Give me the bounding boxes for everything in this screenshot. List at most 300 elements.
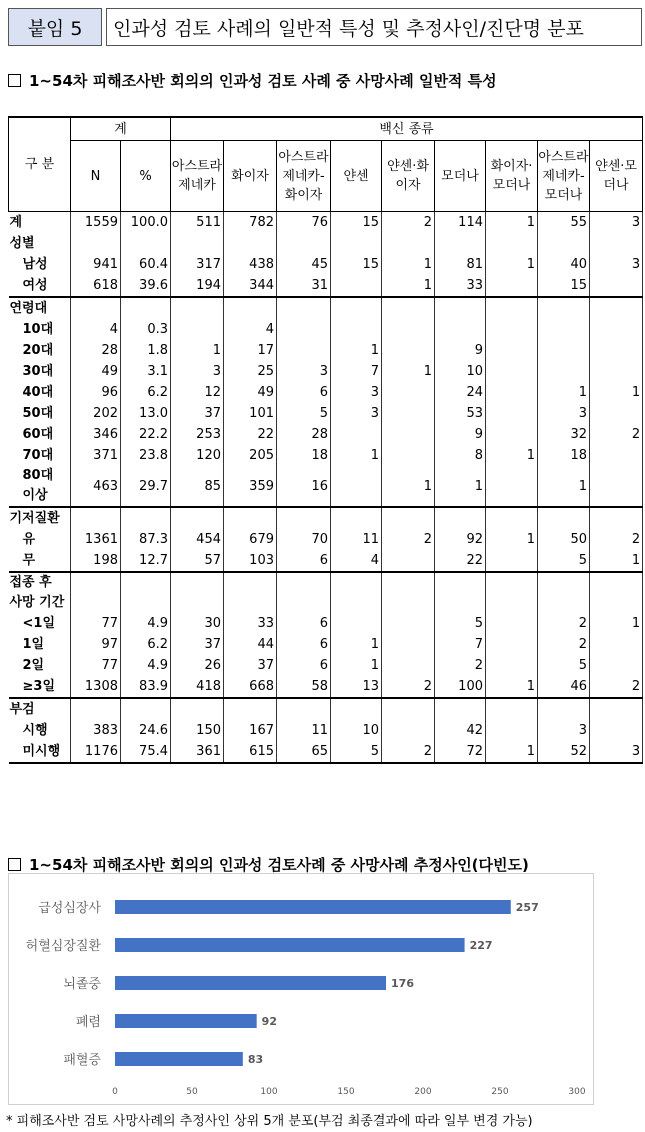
table-cell: 615 bbox=[224, 741, 277, 763]
table-cell: 1361 bbox=[71, 529, 121, 550]
x-tick-label: 200 bbox=[414, 1087, 432, 1097]
table-cell bbox=[171, 233, 224, 254]
table-cell bbox=[590, 507, 643, 529]
checkbox-square-icon bbox=[8, 858, 21, 871]
row-label: 남성 bbox=[9, 254, 71, 275]
table-cell bbox=[331, 319, 382, 340]
table-cell: 18 bbox=[277, 445, 331, 466]
table-cell bbox=[590, 340, 643, 361]
table-cell: 2 bbox=[382, 529, 435, 550]
table-cell: 1 bbox=[486, 741, 538, 763]
table-cell: 9 bbox=[435, 340, 486, 361]
x-tick-label: 150 bbox=[337, 1087, 355, 1097]
row-label: <1일 bbox=[9, 613, 71, 634]
table-row bbox=[9, 507, 643, 529]
table-cell: 25 bbox=[224, 361, 277, 382]
bar bbox=[115, 900, 511, 914]
table-cell: 52 bbox=[538, 741, 590, 763]
table-cell: 418 bbox=[171, 676, 224, 698]
table-row bbox=[9, 634, 643, 655]
table-cell bbox=[331, 233, 382, 254]
table-cell: 1 bbox=[382, 275, 435, 297]
table-cell: 383 bbox=[71, 720, 121, 741]
table-cell: 2 bbox=[382, 212, 435, 234]
category-label: 패혈증 bbox=[63, 1053, 101, 1068]
table-cell: 2 bbox=[590, 424, 643, 445]
table-cell bbox=[435, 297, 486, 319]
row-label: 80대 이상 bbox=[9, 466, 71, 507]
table-cell: 202 bbox=[71, 403, 121, 424]
table-cell: 454 bbox=[171, 529, 224, 550]
table-row bbox=[9, 254, 643, 275]
table-cell bbox=[435, 319, 486, 340]
table-cell: 1 bbox=[331, 655, 382, 676]
table-cell bbox=[590, 275, 643, 297]
row-label: 부검 bbox=[9, 698, 71, 720]
row-label: 1일 bbox=[9, 634, 71, 655]
category-header: 구 분 bbox=[9, 117, 71, 212]
table-cell bbox=[486, 720, 538, 741]
vaccine-header: 얀센 bbox=[331, 141, 382, 212]
table-cell: 1 bbox=[486, 676, 538, 698]
table-cell: 6 bbox=[277, 613, 331, 634]
table-cell: 23.8 bbox=[121, 445, 171, 466]
table-cell bbox=[277, 572, 331, 613]
bar bbox=[115, 938, 465, 952]
table-cell: 77 bbox=[71, 613, 121, 634]
table-cell bbox=[486, 698, 538, 720]
row-label: 20대 bbox=[9, 340, 71, 361]
table-row bbox=[9, 572, 643, 613]
table-cell: 85 bbox=[171, 466, 224, 507]
vaccine-header: 아스트라제네카-모더나 bbox=[538, 141, 590, 212]
table-cell: 37 bbox=[171, 403, 224, 424]
table-cell: 344 bbox=[224, 275, 277, 297]
bar bbox=[115, 976, 386, 990]
total-group-header: 계 bbox=[71, 117, 171, 141]
table-cell bbox=[486, 382, 538, 403]
table-cell: 44 bbox=[224, 634, 277, 655]
table-cell bbox=[486, 403, 538, 424]
table-cell: 1.8 bbox=[121, 340, 171, 361]
table-cell bbox=[590, 233, 643, 254]
table-cell: 618 bbox=[71, 275, 121, 297]
table-cell: 76 bbox=[277, 212, 331, 234]
table-cell bbox=[590, 655, 643, 676]
table-cell bbox=[224, 572, 277, 613]
table-cell: 32 bbox=[538, 424, 590, 445]
table-cell: 1 bbox=[382, 466, 435, 507]
table-cell bbox=[538, 507, 590, 529]
table-cell: 87.3 bbox=[121, 529, 171, 550]
col-pct-header: % bbox=[121, 141, 171, 212]
table-cell: 97 bbox=[71, 634, 121, 655]
table-cell: 5 bbox=[435, 613, 486, 634]
table-cell bbox=[538, 319, 590, 340]
table-cell: 5 bbox=[331, 741, 382, 763]
table-cell: 167 bbox=[224, 720, 277, 741]
vaccine-header: 화이자·모더나 bbox=[486, 141, 538, 212]
table-cell: 60.4 bbox=[121, 254, 171, 275]
table-cell bbox=[171, 297, 224, 319]
table-cell bbox=[121, 297, 171, 319]
table-cell: 1 bbox=[486, 445, 538, 466]
table-row bbox=[9, 741, 643, 763]
table-cell bbox=[538, 297, 590, 319]
table-cell: 50 bbox=[538, 529, 590, 550]
section2-title bbox=[8, 854, 529, 875]
table-cell: 253 bbox=[171, 424, 224, 445]
table-cell: 58 bbox=[277, 676, 331, 698]
table-cell: 120 bbox=[171, 445, 224, 466]
table-cell: 359 bbox=[224, 466, 277, 507]
table-cell bbox=[382, 382, 435, 403]
row-label: 유 bbox=[9, 529, 71, 550]
table-cell: 1 bbox=[382, 361, 435, 382]
table-cell: 0.3 bbox=[121, 319, 171, 340]
table-cell: 70 bbox=[277, 529, 331, 550]
table-cell bbox=[590, 445, 643, 466]
x-tick-label: 250 bbox=[491, 1087, 509, 1097]
table-cell: 65 bbox=[277, 741, 331, 763]
table-cell: 6 bbox=[277, 634, 331, 655]
table-cell bbox=[224, 297, 277, 319]
table-cell bbox=[71, 233, 121, 254]
table-row bbox=[9, 212, 643, 234]
vaccine-header: 아스트라제네카-화이자 bbox=[277, 141, 331, 212]
table-cell: 37 bbox=[224, 655, 277, 676]
table-row bbox=[9, 382, 643, 403]
table-cell: 1 bbox=[435, 466, 486, 507]
table-cell: 3 bbox=[590, 254, 643, 275]
x-tick-label: 50 bbox=[186, 1087, 198, 1097]
table-cell: 2 bbox=[538, 613, 590, 634]
table-cell: 1 bbox=[331, 340, 382, 361]
table-cell: 10 bbox=[331, 720, 382, 741]
table-cell bbox=[538, 340, 590, 361]
table-cell: 18 bbox=[538, 445, 590, 466]
row-label: 여성 bbox=[9, 275, 71, 297]
table-cell: 3 bbox=[538, 720, 590, 741]
table-cell bbox=[382, 233, 435, 254]
table-cell: 941 bbox=[71, 254, 121, 275]
table-cell: 1308 bbox=[71, 676, 121, 698]
table-cell bbox=[382, 297, 435, 319]
table-cell: 9 bbox=[435, 424, 486, 445]
table-row bbox=[9, 275, 643, 297]
table-cell bbox=[435, 233, 486, 254]
table-cell: 29.7 bbox=[121, 466, 171, 507]
table-cell bbox=[590, 319, 643, 340]
table-cell bbox=[277, 698, 331, 720]
bar bbox=[115, 1014, 257, 1028]
table-cell bbox=[331, 275, 382, 297]
table-cell bbox=[382, 403, 435, 424]
table-cell bbox=[435, 698, 486, 720]
data-label: 257 bbox=[515, 901, 539, 914]
bar-chart-svg bbox=[9, 874, 593, 1104]
table-cell: 96 bbox=[71, 382, 121, 403]
table-row bbox=[9, 529, 643, 550]
table-cell bbox=[382, 572, 435, 613]
table-cell: 1 bbox=[331, 634, 382, 655]
table-cell: 3 bbox=[590, 741, 643, 763]
table-cell: 81 bbox=[435, 254, 486, 275]
table-cell bbox=[121, 233, 171, 254]
vaccine-header: 얀센·화이자 bbox=[382, 141, 435, 212]
cause-of-death-chart bbox=[8, 873, 594, 1105]
table-cell: 1 bbox=[486, 212, 538, 234]
section2-title-text: 1~54차 피해조사반 회의의 인과성 검토사례 중 사망사례 추정사인(다빈도) bbox=[29, 856, 529, 874]
category-label: 급성심장사 bbox=[38, 901, 101, 916]
table-cell: 317 bbox=[171, 254, 224, 275]
table-cell: 37 bbox=[171, 634, 224, 655]
table-cell bbox=[277, 507, 331, 529]
row-label: 60대 bbox=[9, 424, 71, 445]
table-cell bbox=[486, 361, 538, 382]
table-row bbox=[9, 319, 643, 340]
table-cell: 7 bbox=[331, 361, 382, 382]
table-cell: 346 bbox=[71, 424, 121, 445]
table-row bbox=[9, 676, 643, 698]
characteristics-table bbox=[8, 116, 643, 764]
row-label: 성별 bbox=[9, 233, 71, 254]
table-row bbox=[9, 445, 643, 466]
table-cell bbox=[171, 319, 224, 340]
table-cell bbox=[382, 613, 435, 634]
table-cell: 13 bbox=[331, 676, 382, 698]
table-cell: 6.2 bbox=[121, 634, 171, 655]
table-cell: 2 bbox=[382, 741, 435, 763]
table-cell bbox=[590, 361, 643, 382]
row-label: 접종 후 사망 기간 bbox=[9, 572, 71, 613]
table-cell: 3 bbox=[538, 403, 590, 424]
section1-title-text: 1~54차 피해조사반 회의의 인과성 검토 사례 중 사망사례 일반적 특성 bbox=[29, 72, 497, 90]
table-cell: 10 bbox=[435, 361, 486, 382]
table-cell bbox=[486, 340, 538, 361]
table-cell bbox=[224, 507, 277, 529]
table-cell bbox=[277, 233, 331, 254]
table-cell bbox=[435, 572, 486, 613]
table-cell bbox=[382, 340, 435, 361]
table-cell bbox=[121, 572, 171, 613]
row-label: 10대 bbox=[9, 319, 71, 340]
table-cell: 1 bbox=[382, 254, 435, 275]
table-cell bbox=[224, 698, 277, 720]
table-cell: 57 bbox=[171, 550, 224, 572]
table-cell: 15 bbox=[538, 275, 590, 297]
table-cell: 4 bbox=[224, 319, 277, 340]
table-cell bbox=[171, 698, 224, 720]
table-cell: 12 bbox=[171, 382, 224, 403]
table-cell: 3 bbox=[171, 361, 224, 382]
table-cell bbox=[590, 720, 643, 741]
table-cell: 5 bbox=[538, 550, 590, 572]
attachment-badge: 붙임 5 bbox=[8, 8, 102, 46]
table-cell: 77 bbox=[71, 655, 121, 676]
table-cell: 15 bbox=[331, 254, 382, 275]
table-cell: 39.6 bbox=[121, 275, 171, 297]
table-cell bbox=[538, 698, 590, 720]
table-cell: 2 bbox=[590, 676, 643, 698]
vaccine-header: 얀센·모더나 bbox=[590, 141, 643, 212]
table-cell bbox=[486, 634, 538, 655]
table-cell bbox=[277, 340, 331, 361]
table-cell bbox=[486, 233, 538, 254]
table-cell: 75.4 bbox=[121, 741, 171, 763]
table-cell: 40 bbox=[538, 254, 590, 275]
checkbox-square-icon bbox=[8, 74, 21, 87]
table-row bbox=[9, 403, 643, 424]
table-cell: 3.1 bbox=[121, 361, 171, 382]
table-cell: 194 bbox=[171, 275, 224, 297]
table-cell: 13.0 bbox=[121, 403, 171, 424]
table-cell: 371 bbox=[71, 445, 121, 466]
row-label: 미시행 bbox=[9, 741, 71, 763]
table-cell bbox=[590, 466, 643, 507]
table-cell bbox=[590, 698, 643, 720]
row-label: 50대 bbox=[9, 403, 71, 424]
table-cell bbox=[590, 297, 643, 319]
table-cell bbox=[171, 572, 224, 613]
table-cell: 11 bbox=[331, 529, 382, 550]
vaccine-header: 아스트라제네카 bbox=[171, 141, 224, 212]
row-label: 70대 bbox=[9, 445, 71, 466]
table-cell bbox=[435, 507, 486, 529]
data-label: 83 bbox=[247, 1053, 264, 1066]
table-cell: 24 bbox=[435, 382, 486, 403]
table-cell: 8 bbox=[435, 445, 486, 466]
table-cell bbox=[121, 698, 171, 720]
table-cell: 1 bbox=[486, 254, 538, 275]
table-cell bbox=[382, 507, 435, 529]
table-cell bbox=[486, 507, 538, 529]
table-cell bbox=[71, 698, 121, 720]
row-label: 무 bbox=[9, 550, 71, 572]
table-cell bbox=[71, 507, 121, 529]
table-cell: 3 bbox=[331, 382, 382, 403]
category-label: 뇌졸중 bbox=[63, 977, 101, 992]
table-cell: 668 bbox=[224, 676, 277, 698]
table-cell bbox=[331, 466, 382, 507]
table-cell bbox=[538, 572, 590, 613]
table-cell: 15 bbox=[331, 212, 382, 234]
vaccine-header: 화이자 bbox=[224, 141, 277, 212]
table-cell: 3 bbox=[277, 361, 331, 382]
table-cell bbox=[486, 572, 538, 613]
table-cell: 1 bbox=[538, 466, 590, 507]
table-cell bbox=[171, 507, 224, 529]
page-title: 인과성 검토 사례의 일반적 특성 및 추정사인/진단명 분포 bbox=[106, 8, 642, 46]
table-cell: 6 bbox=[277, 655, 331, 676]
table-cell: 6 bbox=[277, 550, 331, 572]
header bbox=[8, 8, 642, 48]
table-cell bbox=[382, 634, 435, 655]
table-row bbox=[9, 613, 643, 634]
table-cell: 511 bbox=[171, 212, 224, 234]
row-label: 2일 bbox=[9, 655, 71, 676]
x-tick-label: 0 bbox=[112, 1087, 118, 1097]
table-cell bbox=[590, 634, 643, 655]
table-cell: 22 bbox=[435, 550, 486, 572]
row-label: 기저질환 bbox=[9, 507, 71, 529]
table-row bbox=[9, 297, 643, 319]
col-n-header: N bbox=[71, 141, 121, 212]
data-label: 176 bbox=[391, 977, 415, 990]
vaccine-group-header: 백신 종류 bbox=[171, 117, 643, 141]
table-cell: 782 bbox=[224, 212, 277, 234]
row-label: ≥3일 bbox=[9, 676, 71, 698]
table-cell: 1 bbox=[486, 529, 538, 550]
table-cell: 31 bbox=[277, 275, 331, 297]
table-row bbox=[9, 340, 643, 361]
row-label: 40대 bbox=[9, 382, 71, 403]
table-cell: 16 bbox=[277, 466, 331, 507]
table-cell bbox=[486, 613, 538, 634]
table-cell bbox=[382, 550, 435, 572]
table-cell bbox=[538, 233, 590, 254]
table-cell: 361 bbox=[171, 741, 224, 763]
table-cell: 46 bbox=[538, 676, 590, 698]
table-cell: 679 bbox=[224, 529, 277, 550]
table-cell bbox=[331, 572, 382, 613]
table-cell: 92 bbox=[435, 529, 486, 550]
table-cell: 1 bbox=[538, 382, 590, 403]
table-row bbox=[9, 655, 643, 676]
row-label: 시행 bbox=[9, 720, 71, 741]
table-cell bbox=[277, 319, 331, 340]
table-cell bbox=[382, 319, 435, 340]
table-cell: 4.9 bbox=[121, 613, 171, 634]
table-row bbox=[9, 361, 643, 382]
table-cell: 45 bbox=[277, 254, 331, 275]
table-cell bbox=[486, 275, 538, 297]
table-cell: 33 bbox=[224, 613, 277, 634]
table-cell: 42 bbox=[435, 720, 486, 741]
table-cell: 1 bbox=[331, 445, 382, 466]
row-label: 30대 bbox=[9, 361, 71, 382]
table-cell bbox=[382, 424, 435, 445]
table-cell: 463 bbox=[71, 466, 121, 507]
table-row bbox=[9, 466, 643, 507]
table-cell: 6 bbox=[277, 382, 331, 403]
table-cell: 12.7 bbox=[121, 550, 171, 572]
table-cell: 4 bbox=[71, 319, 121, 340]
table-body bbox=[9, 212, 643, 764]
table-cell bbox=[121, 507, 171, 529]
table-cell bbox=[331, 507, 382, 529]
table-cell bbox=[331, 424, 382, 445]
table-cell: 24.6 bbox=[121, 720, 171, 741]
table-cell bbox=[486, 319, 538, 340]
table-cell: 17 bbox=[224, 340, 277, 361]
category-label: 폐렴 bbox=[75, 1015, 101, 1030]
table-cell: 49 bbox=[224, 382, 277, 403]
table-cell: 22.2 bbox=[121, 424, 171, 445]
table-cell bbox=[382, 698, 435, 720]
table-cell bbox=[71, 572, 121, 613]
table-cell bbox=[382, 445, 435, 466]
table-cell: 150 bbox=[171, 720, 224, 741]
table-cell bbox=[590, 572, 643, 613]
table-row bbox=[9, 233, 643, 254]
bar bbox=[115, 1052, 243, 1066]
table-row bbox=[9, 424, 643, 445]
table-cell: 1 bbox=[590, 550, 643, 572]
table-cell: 3 bbox=[331, 403, 382, 424]
table-cell: 101 bbox=[224, 403, 277, 424]
table-cell: 103 bbox=[224, 550, 277, 572]
